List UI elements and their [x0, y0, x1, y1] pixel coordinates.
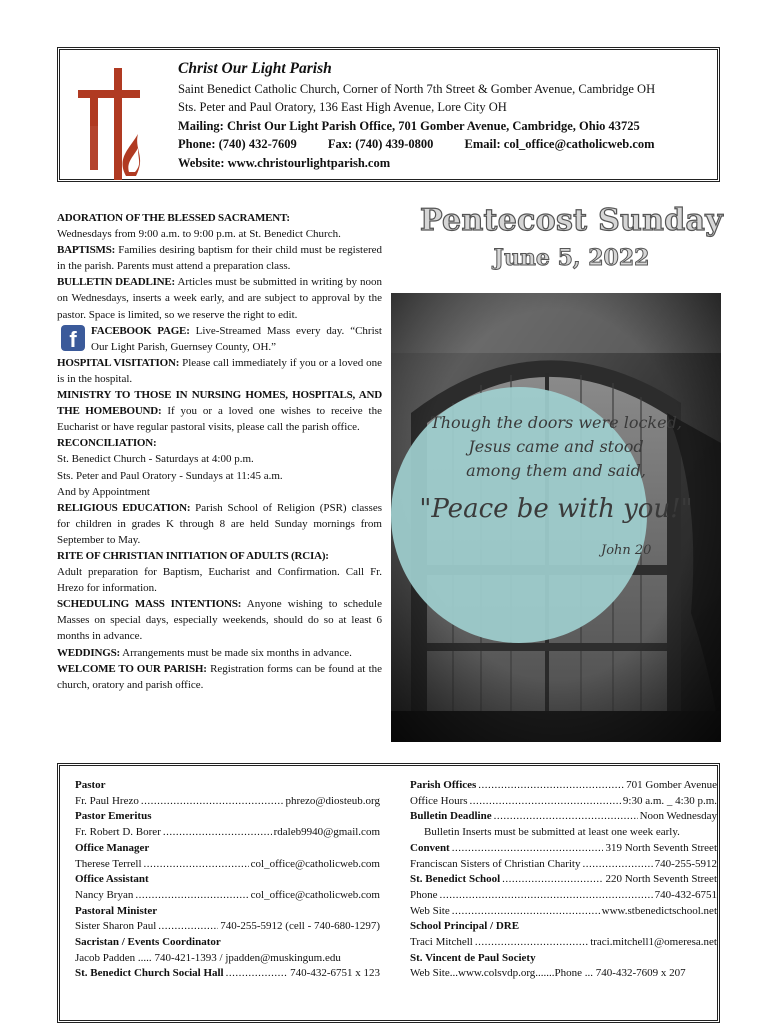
office-directory [410, 778, 717, 982]
directory-heading: Sacristan / Events Coordinator [75, 936, 221, 949]
page-title: Pentecost Sunday [420, 203, 723, 238]
facebook-icon[interactable]: f [61, 325, 85, 351]
directory-row: Jacob Padden ..... 740-421-1393 / jpadden@muskingum.edu [75, 951, 341, 964]
doors-photo [391, 293, 721, 742]
directory-heading: School Principal / DRE [410, 920, 520, 933]
directory-row: Parish Offices ..... 701 Gomber Avenue [410, 778, 717, 794]
directory-row: Sister Sharon Paul ..... 740-255-5912 (cell - 740-680-1297) [75, 919, 380, 935]
hospital-text: Please call immediately if you or a loved one is in the hospital. [57, 356, 382, 385]
oratory-address: Sts. Peter and Paul Oratory, 136 East High Avenue, Lore City OH [178, 100, 507, 114]
weddings-text: Arrangements must be made six months in advance. [122, 646, 352, 659]
bulletin-heading: BULLETIN DEADLINE: [57, 276, 176, 289]
directory-row: Bulletin Deadline ..... Noon Wednesday [410, 809, 717, 825]
directory-heading: Pastoral Minister [75, 904, 158, 917]
rcia-heading: RITE OF CHRISTIAN INITIATION OF ADULTS (RCIA): [57, 549, 329, 562]
quote-line: Jesus came and stood [468, 437, 644, 456]
religious-ed-heading: RELIGIOUS EDUCATION: [57, 501, 191, 514]
bulletin-text: Articles must be submitted in writing by noon on Wednesdays, inserts a week early, and are subject to approval by the pastor. Space is limited, so we reserve the right to edit. [57, 276, 382, 321]
weddings-heading: WEDDINGS: [57, 646, 120, 659]
directory-heading: St. Vincent de Paul Society [410, 951, 536, 964]
directory-row: Phone ..... 740-432-6751 [410, 888, 717, 904]
reconciliation-line: St. Benedict Church - Saturdays at 4:00 p.m. [57, 453, 254, 466]
inserts-note: Bulletin Inserts must be submitted at least one week early. [424, 826, 680, 839]
website-link[interactable]: Website: www.christourlightparish.com [178, 155, 391, 170]
scheduling-heading: SCHEDULING MASS INTENTIONS: [57, 598, 242, 611]
mailing-address: Mailing: Christ Our Light Parish Office, 701 Gomber Avenue, Cambridge, Ohio 43725 [178, 118, 640, 133]
phone-number: Phone: (740) 432-7609 [178, 137, 297, 151]
parish-header [57, 47, 720, 182]
quote-citation: John 20 [601, 543, 652, 558]
directory-heading: Pastor [75, 779, 106, 791]
directory-row: St. Benedict School ..... 220 North Seventh Street [410, 872, 717, 888]
contact-email[interactable]: phrezo@diosteub.org [285, 794, 380, 807]
staff-directory [75, 778, 380, 982]
directory-row: Traci Mitchell ..... traci.mitchell1@omeresa.net [410, 935, 717, 951]
scheduling-text: Anyone wishing to schedule Masses on special days, especially weekends, should do so at least 6 months in advance. [57, 598, 382, 643]
quote-peace: "Peace be with you!" [419, 494, 693, 524]
contact-email[interactable]: rdaleb9940@gmail.com [273, 826, 380, 839]
parish-name: Christ Our Light Parish [178, 60, 332, 77]
fax-number: Fax: (740) 439-0800 [327, 137, 434, 151]
ministry-heading: MINISTRY TO THOSE IN NURSING HOMES, HOSPITALS, AND THE HOMEBOUND: [57, 389, 382, 418]
ministry-text: If you or a loved one wishes to receive the Eucharist or have regular pastoral visits, please call the parish office. [57, 405, 382, 434]
contact-email[interactable]: col_office@catholicweb.com [250, 857, 380, 870]
directory-row: Nancy Bryan ..... col_office@catholicweb.com [75, 888, 380, 904]
baptisms-heading: BAPTISMS: [57, 244, 116, 257]
directory-row: Therese Terrell ..... col_office@catholicweb.com [75, 857, 380, 873]
directory-heading: Office Manager [75, 841, 150, 854]
facebook-text: Live-Streamed Mass every day. “Christ Our Light Parish, Guernsey County, OH.” [91, 324, 382, 353]
directory-row: St. Benedict Church Social Hall ..... 740-432-6751 x 123 [75, 966, 380, 982]
directory-row: Fr. Robert D. Borer ..... rdaleb9940@gmail.com [75, 825, 380, 841]
reconciliation-line: And by Appointment [57, 485, 150, 498]
reconciliation-line: Sts. Peter and Paul Oratory - Sundays at 11:45 a.m. [57, 469, 283, 482]
welcome-text: Registration forms can be found at the church, oratory and parish office. [57, 662, 383, 691]
directory-row: Fr. Paul Hrezo ..... phrezo@diosteub.org [75, 794, 380, 810]
contact-email[interactable]: traci.mitchell1@omeresa.net [590, 936, 717, 949]
scripture-quote [391, 411, 721, 558]
directory-heading: Pastor Emeritus [75, 810, 152, 823]
facebook-heading: FACEBOOK PAGE: [91, 324, 190, 337]
parish-directory [57, 763, 720, 1023]
directory-heading: Office Assistant [75, 873, 149, 886]
directory-row: Convent ..... 319 North Seventh Street [410, 841, 717, 857]
directory-row: Franciscan Sisters of Christian Charity ..... 740-255-5912 [410, 857, 717, 873]
quote-line: among them and said, [466, 461, 646, 480]
parish-cross-logo [76, 68, 156, 183]
contact-email[interactable]: col_office@catholicweb.com [250, 888, 380, 901]
email-address: Email: col_office@catholicweb.com [464, 137, 655, 151]
directory-row: Web Site ..... www.stbenedictschool.net [410, 904, 717, 920]
baptisms-text: Families desiring baptism for their child must be registered in the parish. Parents must attend a preparation class. [57, 244, 383, 273]
directory-row: Office Hours ..... 9:30 a.m. _ 4:30 p.m. [410, 794, 717, 810]
rcia-text: Adult preparation for Baptism, Eucharist and Confirmation. Call Fr. Hrezo for information. [57, 566, 382, 595]
hospital-heading: HOSPITAL VISITATION: [57, 356, 180, 369]
church-address: Saint Benedict Catholic Church, Corner of North 7th Street & Gomber Avenue, Cambridge OH [178, 81, 656, 96]
religious-ed-text: Parish School of Religion (PSR) classes for children in grades K through 8 are held Sunday mornings from September to May. [57, 501, 382, 546]
svdp-contact: Web Site...www.colsvdp.org.......Phone ... 740-432-7609 x 207 [410, 967, 686, 980]
parish-info-column [57, 210, 382, 693]
page-date: June 5, 2022 [493, 245, 650, 271]
adoration-heading: ADORATION OF THE BLESSED SACRAMENT: [57, 212, 290, 224]
reconciliation-heading: RECONCILIATION: [57, 437, 157, 450]
welcome-heading: WELCOME TO OUR PARISH: [57, 662, 207, 675]
school-website-link[interactable]: www.stbenedictschool.net [601, 904, 717, 917]
quote-line: Though the doors were locked, [430, 413, 682, 432]
adoration-text: Wednesdays from 9:00 a.m. to 9:00 p.m. at St. Benedict Church. [57, 228, 341, 241]
